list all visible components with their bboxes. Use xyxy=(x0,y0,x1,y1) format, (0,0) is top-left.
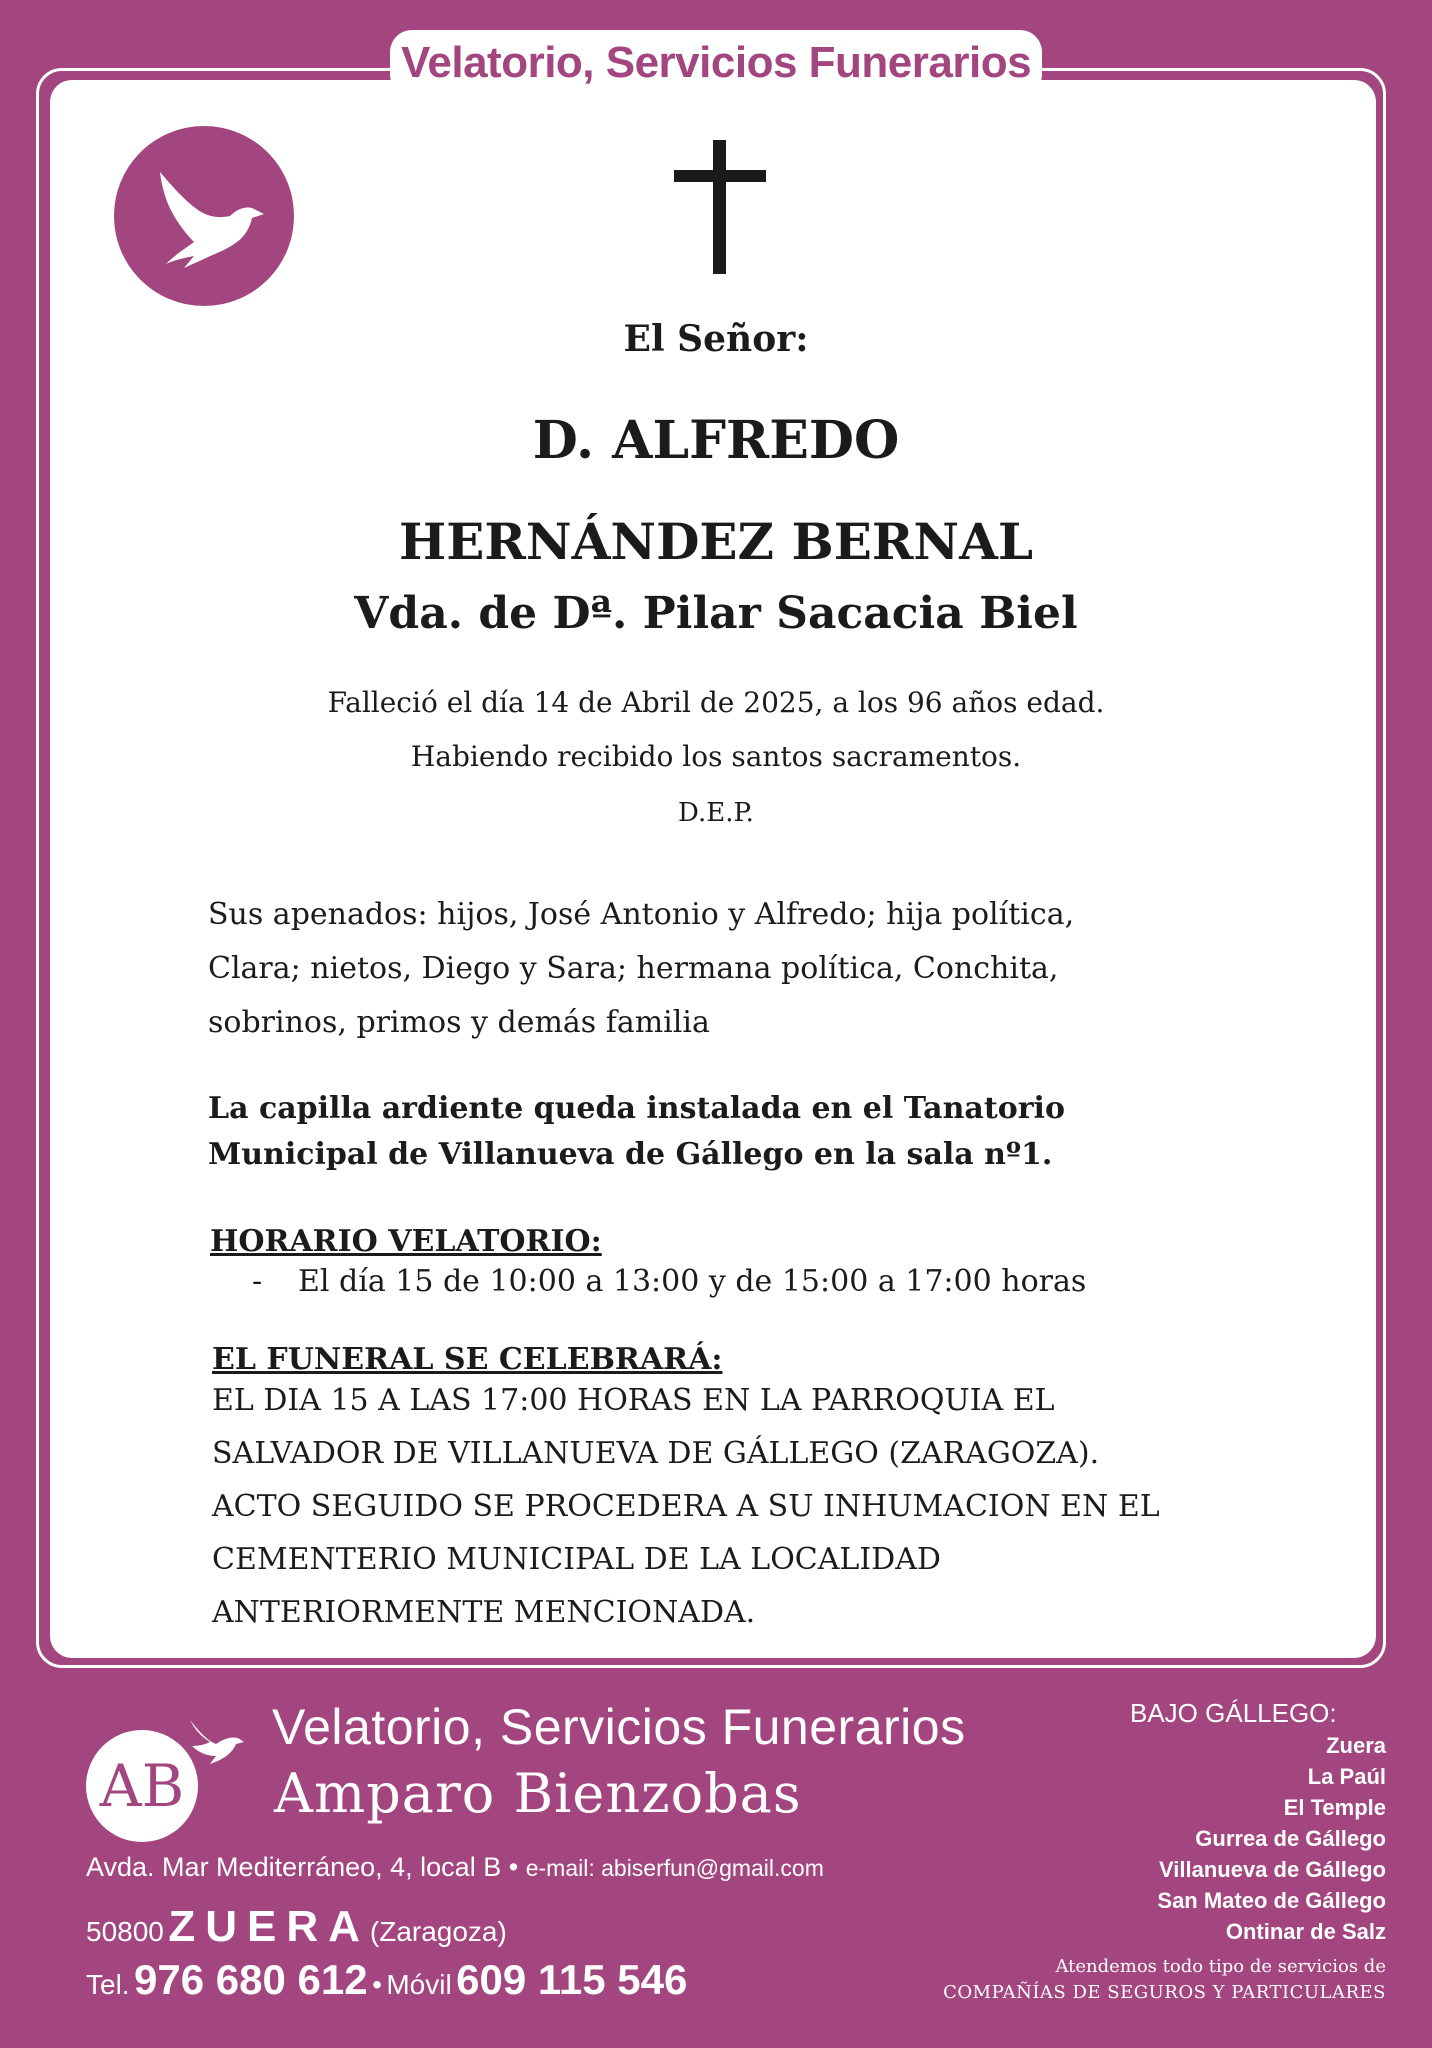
funeral-line: CEMENTERIO MUNICIPAL DE LA LOCALIDAD xyxy=(212,1542,941,1577)
region-title: BAJO GÁLLEGO: xyxy=(1130,1698,1337,1728)
chapel-text xyxy=(208,1086,1328,1178)
attend-line2: COMPAÑÍAS DE SEGUROS Y PARTICULARES xyxy=(943,1982,1386,2003)
footer-attend xyxy=(826,1954,1386,2006)
tel-number[interactable]: 976 680 612 xyxy=(134,1956,368,2003)
town-item: Ontinar de Salz xyxy=(1225,1919,1386,1944)
death-info: Falleció el día 14 de Abril de 2025, a los 96 años edad. xyxy=(327,686,1105,719)
province: (Zaragoza) xyxy=(369,1916,507,1947)
salutation: El Señor: xyxy=(623,318,809,360)
header-title: Velatorio, Servicios Funerarios xyxy=(390,30,1042,96)
mourners-line: sobrinos, primos y demás familia xyxy=(208,1005,710,1040)
town-item: La Paúl xyxy=(1307,1764,1386,1789)
funeral-line: ACTO SEGUIDO SE PROCEDERA A SU INHUMACION EN EL xyxy=(212,1489,1160,1524)
email-text[interactable]: e-mail: abiserfun@gmail.com xyxy=(525,1855,824,1881)
footer-address xyxy=(86,1852,824,1883)
funeral-text xyxy=(212,1374,1332,1639)
footer-company-name: Amparo Bienzobas xyxy=(274,1762,802,1825)
chapel-line: La capilla ardiente queda instalada en el Tanatorio xyxy=(208,1091,1065,1126)
mourners-text xyxy=(208,888,1328,1050)
town-item: San Mateo de Gállego xyxy=(1157,1888,1386,1913)
deceased-name-line1: D. ALFREDO xyxy=(532,410,900,471)
logo-dove-icon xyxy=(186,1712,246,1768)
funeral-line: ANTERIORMENTE MENCIONADA. xyxy=(212,1595,756,1630)
funeral-line: SALVADOR DE VILLANUEVA DE GÁLLEGO (ZARAGOZA). xyxy=(212,1436,1100,1471)
tel-label: Tel. xyxy=(86,1969,130,2000)
footer-phones xyxy=(86,1956,687,2004)
city-name: ZUERA xyxy=(168,1902,370,1951)
funeral-line: EL DIA 15 A LAS 17:00 HORAS EN LA PARROQUIA EL xyxy=(212,1383,1055,1418)
rip-line: D.E.P. xyxy=(678,798,754,828)
footer-service-name: Velatorio, Servicios Funerarios xyxy=(272,1699,966,1755)
mobile-number[interactable]: 609 115 546 xyxy=(456,1956,688,2003)
footer-city xyxy=(86,1902,507,1952)
widower-of: Vda. de Dª. Pilar Sacacia Biel xyxy=(354,588,1078,639)
funeral-heading: EL FUNERAL SE CELEBRARÁ: xyxy=(212,1342,723,1377)
deceased-name-line2: HERNÁNDEZ BERNAL xyxy=(398,512,1034,571)
service-area xyxy=(966,1696,1386,1947)
wake-heading: HORARIO VELATORIO: xyxy=(210,1224,602,1259)
logo-letters: AB xyxy=(99,1752,185,1820)
attend-line1: Atendemos todo tipo de servicios de xyxy=(1055,1956,1386,1977)
postal-code: 50800 xyxy=(86,1916,164,1947)
ab-logo-icon xyxy=(86,1730,198,1842)
mourners-line: Sus apenados: hijos, José Antonio y Alfredo; hija política, xyxy=(208,897,1075,932)
sacraments-line: Habiendo recibido los santos sacramentos. xyxy=(410,740,1022,773)
wake-schedule xyxy=(252,1264,1372,1299)
phone-separator: • xyxy=(372,1969,382,2000)
dove-icon xyxy=(114,126,294,306)
town-item: Zuera xyxy=(1326,1733,1386,1758)
wake-bullet: - xyxy=(252,1264,263,1299)
mourners-line: Clara; nietos, Diego y Sara; hermana política, Conchita, xyxy=(208,951,1059,986)
town-item: Gurrea de Gállego xyxy=(1195,1826,1386,1851)
chapel-line: Municipal de Villanueva de Gállego en la sala nº1. xyxy=(208,1137,1053,1172)
wake-schedule-text: El día 15 de 10:00 a 13:00 y de 15:00 a 17:00 horas xyxy=(298,1264,1087,1299)
town-item: El Temple xyxy=(1283,1795,1386,1820)
mobile-label: Móvil xyxy=(386,1969,452,2000)
town-item: Villanueva de Gállego xyxy=(1158,1857,1386,1882)
address-text: Avda. Mar Mediterráneo, 4, local B xyxy=(86,1852,502,1882)
address-separator: • xyxy=(508,1852,519,1882)
cross-icon xyxy=(674,140,766,274)
